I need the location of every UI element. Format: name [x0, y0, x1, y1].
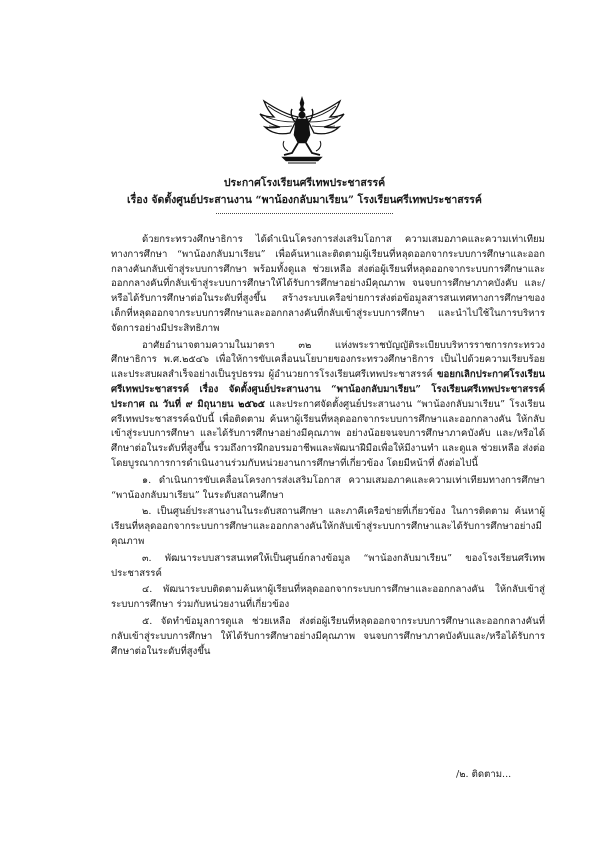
- list-item: ๓. พัฒนาระบบสารสนเทศให้เป็นศูนย์กลางข้อมูล “พาน้องกลับมาเรียน” ของโรงเรียนศรีเทพประชาสรรค์: [111, 552, 545, 579]
- title-divider: [216, 213, 393, 214]
- announcement-title: ประกาศโรงเรียนศรีเทพประชาสรรค์: [223, 177, 386, 189]
- announcement-subject: เรื่อง จัดตั้งศูนย์ประสานงาน “พาน้องกลับมาเรียน” โรงเรียนศรีเทพประชาสรรค์: [127, 194, 482, 206]
- authority-text-c: และประกาศจัดตั้งศูนย์ประสานงาน “พาน้องกลับมาเรียน” โรงเรียนศรีเทพประชาสรรค์ฉบับนี้ เพื่อติดตาม ค้นหาผู้เรียนที่หลุดออกจากระบบการศึกษาและออกกลางคัน ให้กลับเข้าสู่ระบบการศึกษา และได้รับการศึกษาอย่างมีคุณภาพ อย่างน้อยจนจบการศึกษาภาคบังคับ และ/หรือได้ศึกษาต่อในระดับที่สูงขึ้น รวมถึงการฝึกอบรมอาชีพและพัฒนาฝีมือเพื่อให้มีงานทำ และดูแล ช่วยเหลือ ส่งต่อ โดยบูรณาการการดำเนินงานร่วมกับหน่วยงานการศึกษาที่เกี่ยวข้อง โดยมีหน้าที่ ดังต่อไปนี้: [111, 398, 545, 469]
- garuda-emblem-icon: [258, 95, 346, 167]
- paragraph-authority: [111, 339, 545, 472]
- list-item: ๒. เป็นศูนย์ประสานงานในระดับสถานศึกษา และภาคีเครือข่ายที่เกี่ยวข้อง ในการติดตาม ค้นหาผู้เรียนที่หลุดออกจากระบบการศึกษาและออกกลางคันให้กลับเข้าสู่ระบบการศึกษาและได้รับการศึกษาอย่างมีคุณภาพ: [111, 506, 545, 547]
- list-item: ๕. จัดทำข้อมูลการดูแล ช่วยเหลือ ส่งต่อผู้เรียนที่หลุดออกจากระบบการศึกษาและออกกลางคันที่กลับเข้าสู่ระบบการศึกษา ให้ได้รับการศึกษาอย่างมีคุณภาพ จนจบการศึกษาภาคบังคับและ/หรือได้รับการศึกษาต่อในระดับที่สูงขึ้น: [111, 615, 545, 657]
- list-item: ๑. ดำเนินการขับเคลื่อนโครงการส่งเสริมโอกาส ความเสมอภาคและความเท่าเทียมทางการศึกษา “พาน้องกลับมาเรียน” ในระดับสถานศึกษา: [111, 474, 545, 501]
- list-item: ๔. พัฒนาระบบติดตามค้นหาผู้เรียนที่หลุดออกจากระบบการศึกษาและออกกลางคัน ให้กลับเข้าสู่ระบบการศึกษา ร่วมกับหน่วยงานที่เกี่ยวข้อง: [111, 584, 545, 611]
- continued-marker: /๒. ติดตาม...: [456, 769, 512, 780]
- paragraph-intro: ด้วยกระทรวงศึกษาธิการ ได้ดำเนินโครงการส่งเสริมโอกาส ความเสมอภาคและความเท่าเทียมทางการศึกษา “พาน้องกลับมาเรียน” เพื่อค้นหาและติดตามผู้เรียนที่หลุดออกจากระบบการศึกษาและออกกลางคันกลับเข้าสู่ระบบการศึกษา พร้อมทั้งดูแล ช่วยเหลือ ส่งต่อผู้เรียนที่หลุดออกจากระบบการศึกษาและออกกลางคันที่กลับเข้าสู่ระบบการศึกษาให้ได้รับการศึกษาอย่างมีคุณภาพ จนจบการศึกษาภาคบังคับ และ/หรือได้รับการศึกษาต่อในระดับที่สูงขึ้น สร้างระบบเครือข่ายการส่งต่อข้อมูลสารสนเทศทางการศึกษาของเด็กที่หลุดออกจากระบบการศึกษาและออกกลางคันที่กลับเข้าสู่ระบบการศึกษา และนำไปใช้ในการบริหารจัดการอย่างมีประสิทธิภาพ: [111, 234, 545, 334]
- authority-text-cancel: ขอยกเลิกประกาศโรงเรียนศรีเทพประชาสรรค์ เรื่อง จัดตั้งศูนย์ประสานงาน “พาน้องกลับมาเรียน” โรงเรียนศรีเทพประชาสรรค์ ประกาศ ณ วันที่ ๙ มิถุนายน ๒๕๖๕: [111, 369, 545, 410]
- document-body: [111, 233, 545, 661]
- authority-text-a: อาศัยอำนาจตามความในมาตรา ๓๒ แห่งพระราชบัญญัติระเบียบบริหารราชการกระทรวงศึกษาธิการ พ.ศ.๒๕๔๖ เพื่อให้การขับเคลื่อนนโยบายของกระทรวงศึกษาธิการ เป็นไปด้วยความเรียบร้อยและประสบผลสำเร็จอย่างเป็นรูปธรรม ผู้อำนวยการโรงเรียนศรีเทพประชาสรรค์: [111, 339, 545, 381]
